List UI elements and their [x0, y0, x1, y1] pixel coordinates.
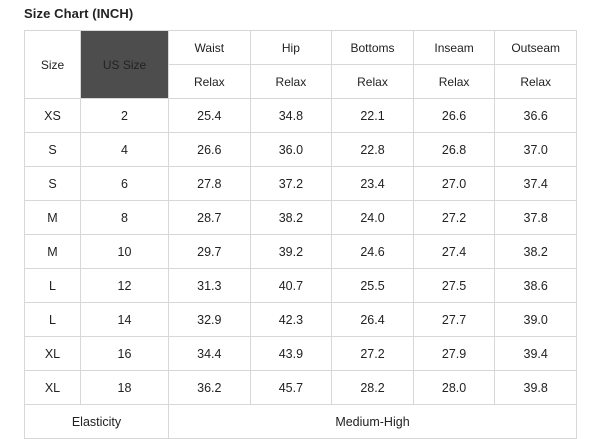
table-header [25, 31, 577, 99]
cell-us-size: 8 [81, 201, 169, 235]
cell-inseam: 27.7 [413, 303, 495, 337]
subheader-bottoms-relax: Relax [332, 65, 414, 99]
cell-inseam: 28.0 [413, 371, 495, 405]
cell-waist: 29.7 [169, 235, 251, 269]
table-row [25, 99, 577, 133]
cell-waist: 34.4 [169, 337, 251, 371]
page-title: Size Chart (INCH) [24, 6, 134, 21]
cell-outseam: 36.6 [495, 99, 577, 133]
cell-bottoms: 24.0 [332, 201, 414, 235]
table-row [25, 269, 577, 303]
cell-inseam: 27.2 [413, 201, 495, 235]
cell-outseam: 37.0 [495, 133, 577, 167]
cell-size: XL [25, 337, 81, 371]
cell-outseam: 39.0 [495, 303, 577, 337]
cell-waist: 25.4 [169, 99, 251, 133]
cell-outseam: 37.8 [495, 201, 577, 235]
table-row [25, 235, 577, 269]
cell-outseam: 39.4 [495, 337, 577, 371]
size-chart-table [24, 30, 577, 439]
table-row [25, 167, 577, 201]
footer-elasticity-label: Elasticity [25, 405, 169, 439]
table-body [25, 99, 577, 439]
cell-us-size: 18 [81, 371, 169, 405]
cell-hip: 34.8 [250, 99, 332, 133]
table-row [25, 201, 577, 235]
cell-outseam: 38.6 [495, 269, 577, 303]
cell-bottoms: 22.1 [332, 99, 414, 133]
subheader-waist-relax: Relax [169, 65, 251, 99]
table-row [25, 337, 577, 371]
cell-hip: 37.2 [250, 167, 332, 201]
subheader-inseam-relax: Relax [413, 65, 495, 99]
cell-size: XL [25, 371, 81, 405]
cell-size: XS [25, 99, 81, 133]
cell-us-size: 10 [81, 235, 169, 269]
cell-inseam: 26.6 [413, 99, 495, 133]
cell-inseam: 27.0 [413, 167, 495, 201]
cell-bottoms: 27.2 [332, 337, 414, 371]
header-size: Size [25, 31, 81, 99]
cell-size: S [25, 133, 81, 167]
footer-elasticity-value: Medium-High [169, 405, 577, 439]
table-footer-row [25, 405, 577, 439]
cell-hip: 45.7 [250, 371, 332, 405]
cell-bottoms: 28.2 [332, 371, 414, 405]
header-bottoms: Bottoms [332, 31, 414, 65]
cell-bottoms: 24.6 [332, 235, 414, 269]
header-waist: Waist [169, 31, 251, 65]
cell-us-size: 6 [81, 167, 169, 201]
cell-hip: 38.2 [250, 201, 332, 235]
cell-size: M [25, 201, 81, 235]
cell-us-size: 14 [81, 303, 169, 337]
cell-hip: 39.2 [250, 235, 332, 269]
cell-us-size: 12 [81, 269, 169, 303]
cell-waist: 26.6 [169, 133, 251, 167]
header-hip: Hip [250, 31, 332, 65]
cell-bottoms: 25.5 [332, 269, 414, 303]
cell-size: S [25, 167, 81, 201]
cell-inseam: 27.5 [413, 269, 495, 303]
header-inseam: Inseam [413, 31, 495, 65]
cell-us-size: 2 [81, 99, 169, 133]
cell-waist: 36.2 [169, 371, 251, 405]
header-outseam: Outseam [495, 31, 577, 65]
cell-outseam: 39.8 [495, 371, 577, 405]
header-row-group [25, 31, 577, 65]
header-us-size: US Size [81, 31, 169, 99]
cell-us-size: 4 [81, 133, 169, 167]
subheader-hip-relax: Relax [250, 65, 332, 99]
cell-inseam: 27.4 [413, 235, 495, 269]
cell-waist: 32.9 [169, 303, 251, 337]
cell-waist: 31.3 [169, 269, 251, 303]
cell-inseam: 27.9 [413, 337, 495, 371]
cell-size: L [25, 303, 81, 337]
cell-waist: 28.7 [169, 201, 251, 235]
cell-hip: 43.9 [250, 337, 332, 371]
cell-inseam: 26.8 [413, 133, 495, 167]
cell-size: L [25, 269, 81, 303]
cell-hip: 40.7 [250, 269, 332, 303]
cell-outseam: 37.4 [495, 167, 577, 201]
cell-size: M [25, 235, 81, 269]
cell-us-size: 16 [81, 337, 169, 371]
cell-outseam: 38.2 [495, 235, 577, 269]
cell-hip: 42.3 [250, 303, 332, 337]
cell-bottoms: 22.8 [332, 133, 414, 167]
table-row [25, 133, 577, 167]
cell-bottoms: 26.4 [332, 303, 414, 337]
cell-waist: 27.8 [169, 167, 251, 201]
table-row [25, 371, 577, 405]
table-row [25, 303, 577, 337]
cell-hip: 36.0 [250, 133, 332, 167]
subheader-outseam-relax: Relax [495, 65, 577, 99]
cell-bottoms: 23.4 [332, 167, 414, 201]
